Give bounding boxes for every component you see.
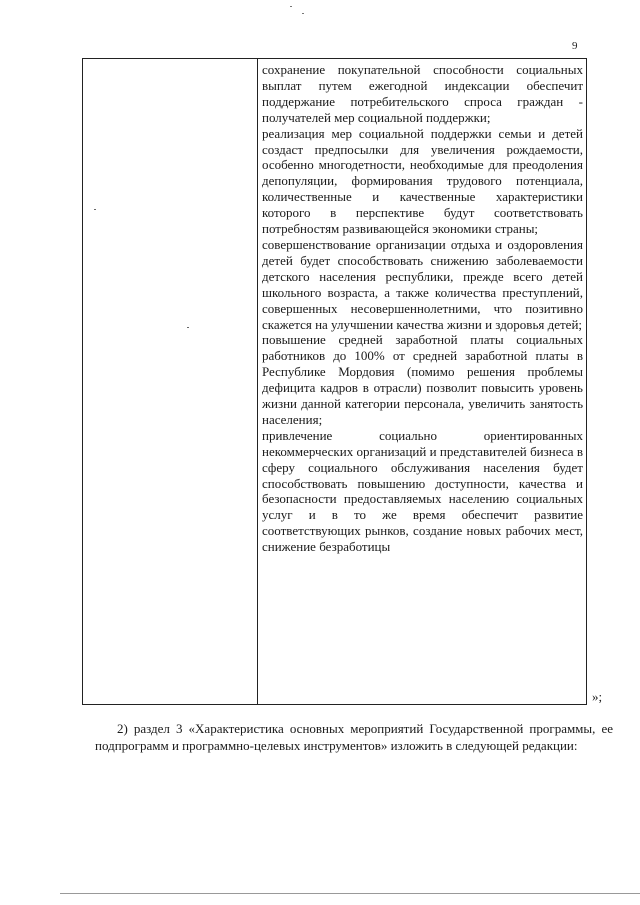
scan-speck <box>187 327 189 328</box>
scan-edge-line <box>60 893 640 894</box>
scan-speck <box>290 6 292 7</box>
scan-speck <box>94 209 96 210</box>
table-paragraph: совершенствование организации отдыха и оздоровления детей будет способствовать снижению заболеваемости детского населения республики, прежде всего детей школьного возраста, а также количества преступлений, совершенных несовершеннолетними, что позитивно скажется на улучшении качества жизни и здоровья детей; <box>262 236 583 332</box>
scan-speck <box>302 13 304 14</box>
column-divider <box>257 59 258 704</box>
body-paragraph: 2) раздел 3 «Характеристика основных мероприятий Государственной программы, ее подпрограмм и программно-целевых инструментов» изложить в следующей редакции: <box>95 721 613 753</box>
document-table <box>82 58 587 705</box>
table-paragraph: привлечение социально ориентированных некоммерческих организаций и представителей бизнеса в сферу социального обслуживания населения будет способствовать повышению доступности, качества и безопасности предоставляемых населению социальных услуг и в то же время обеспечит развитие соответствующих рынков, создание новых рабочих мест, снижение безработицы <box>262 427 583 555</box>
page-number: 9 <box>572 40 578 52</box>
table-right-column <box>262 62 583 555</box>
table-paragraph: реализация мер социальной поддержки семьи и детей создаст предпосылки для увеличения рождаемости, особенно многодетности, необходимые для преодоления депопуляции, формирования трудового потенциала, количественные и качественные характеристики которого в перспективе будут соответствовать потребностям развивающейся экономики страны; <box>262 125 583 237</box>
table-paragraph: сохранение покупательной способности социальных выплат путем ежегодной индексации обеспечит поддержание потребительского спроса граждан - получателей мер социальной поддержки; <box>262 62 583 125</box>
closing-quote: »; <box>592 689 603 704</box>
table-paragraph: повышение средней заработной платы социальных работников до 100% от средней заработной платы в Республике Мордовия (помимо решения проблемы дефицита кадров в отрасли) позволит повысить уровень жизни данной категории персонала, увеличить занятость населения; <box>262 332 583 427</box>
